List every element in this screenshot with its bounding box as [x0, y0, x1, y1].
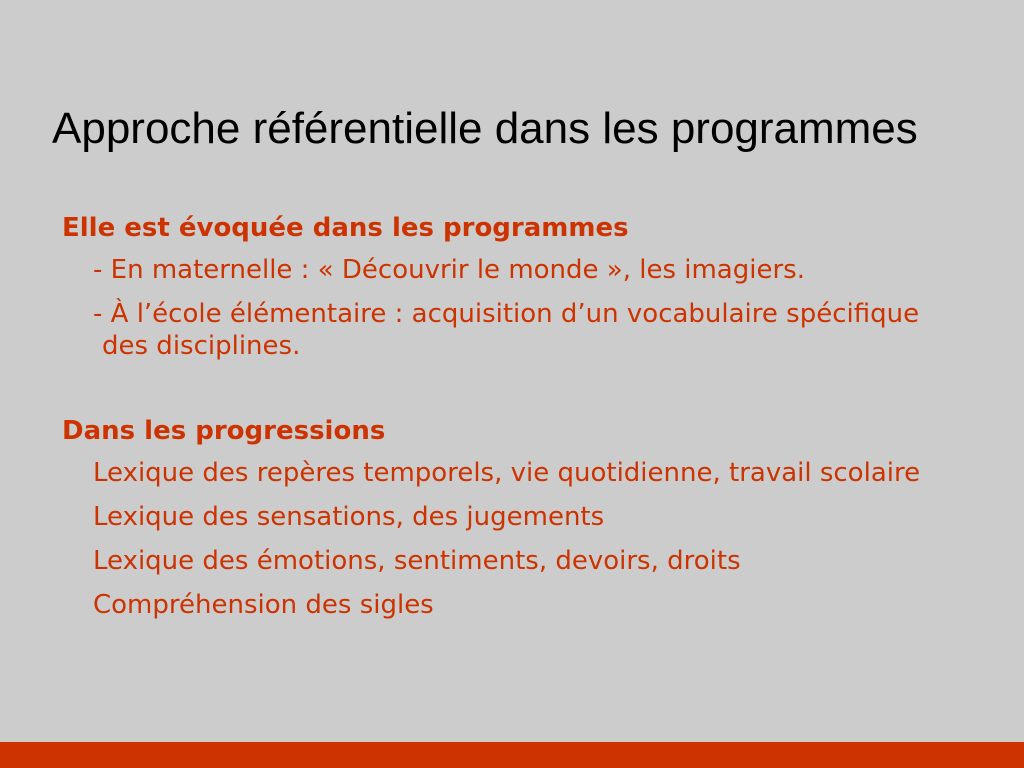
bottom-accent-bar: [0, 742, 1024, 768]
list-item: - À l’école élémentaire : acquisition d’un vocabulaire spécifique des disciplines.: [93, 299, 920, 361]
section-progressions: [62, 411, 962, 621]
section-programmes: [62, 208, 962, 362]
list-item: Lexique des repères temporels, vie quotidienne, travail scolaire: [93, 458, 921, 488]
section-heading: Dans les progressions: [62, 416, 386, 446]
list-item: Lexique des émotions, sentiments, devoirs, droits: [93, 546, 741, 576]
list-item: Lexique des sensations, des jugements: [93, 502, 605, 532]
slide-title: Approche référentielle dans les programmes: [52, 104, 918, 153]
slide-body: [62, 208, 962, 621]
section-heading: Elle est évoquée dans les programmes: [62, 213, 629, 243]
list-item: - En maternelle : « Découvrir le monde », les imagiers.: [93, 255, 805, 285]
list-item: Compréhension des sigles: [93, 590, 434, 620]
